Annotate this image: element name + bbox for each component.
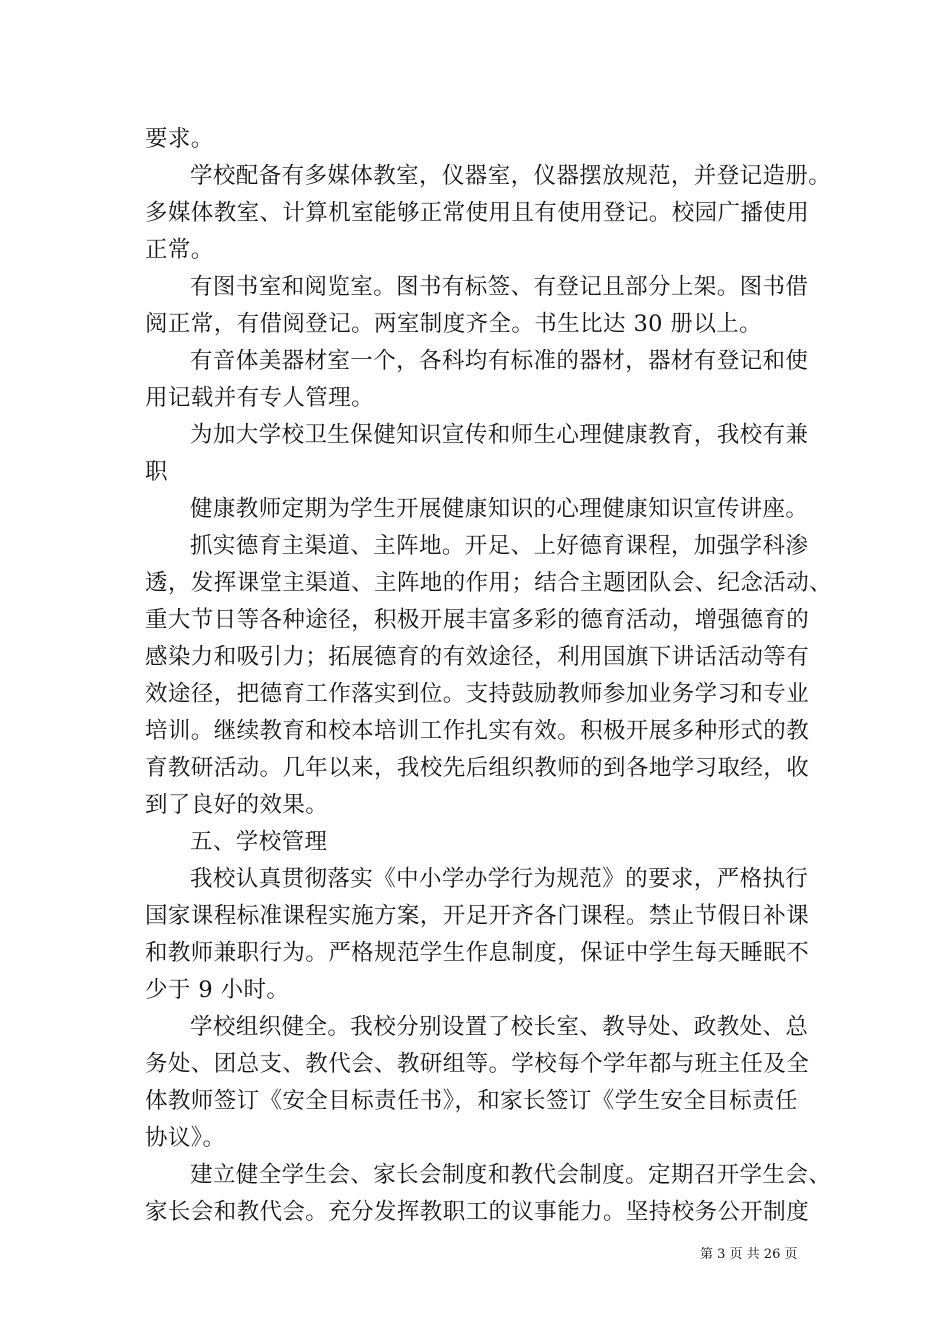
- text-line: 建立健全学生会、家长会制度和教代会制度。定期召开学生会、: [190, 1162, 832, 1188]
- text-line: 务处、团总支、教代会、教研组等。学校每个学年都与班主任及全: [145, 1051, 810, 1077]
- text-line: 体教师签订《安全目标责任书》，和家长签订《学生安全目标责任: [145, 1088, 798, 1114]
- text-line: 学校组织健全。我校分别设置了校长室、教导处、政教处、总: [190, 1014, 809, 1040]
- text-line: 感染力和吸引力；拓展德育的有效途径，利用国旗下讲话活动等有: [145, 644, 810, 670]
- text-line: 有图书室和阅览室。图书有标签、有登记且部分上架。图书借: [190, 274, 809, 300]
- text-line: 为加大学校卫生保健知识宣传和师生心理健康教育，我校有兼: [190, 422, 809, 448]
- text-line: 要求。: [145, 126, 214, 152]
- text-line: 阅正常，有借阅登记。两室制度齐全。书生比达 30 册以上。: [145, 311, 763, 337]
- text-line: 学校配备有多媒体教室，仪器室，仪器摆放规范，并登记造册。: [190, 163, 832, 189]
- page-number: 第 3 页 共 26 页: [700, 1247, 798, 1262]
- text-line: 协议》。: [145, 1125, 226, 1151]
- text-line: 用记载并有专人管理。: [145, 385, 375, 411]
- text-line: 我校认真贯彻落实《中小学办学行为规范》的要求，严格执行: [190, 866, 809, 892]
- text-line: 少于 9 小时。: [145, 977, 290, 1003]
- text-line: 健康教师定期为学生开展健康知识的心理健康知识宣传讲座。: [190, 496, 809, 522]
- text-line: 职: [145, 459, 168, 485]
- text-line: 育教研活动。几年以来，我校先后组织教师的到各地学习取经，收: [145, 755, 810, 781]
- text-line: 抓实德育主渠道、主阵地。开足、上好德育课程，加强学科渗: [190, 533, 809, 559]
- text-line: 和教师兼职行为。严格规范学生作息制度，保证中学生每天睡眠不: [145, 940, 810, 966]
- text-line: 家长会和教代会。充分发挥教职工的议事能力。坚持校务公开制度: [145, 1199, 810, 1225]
- section-heading: 五、学校管理: [190, 829, 328, 855]
- text-line: 透，发挥课堂主渠道、主阵地的作用；结合主题团队会、纪念活动、: [145, 570, 833, 596]
- text-line: 效途径，把德育工作落实到位。支持鼓励教师参加业务学习和专业: [145, 681, 810, 707]
- text-line: 多媒体教室、计算机室能够正常使用且有使用登记。校园广播使用: [145, 200, 810, 226]
- text-line: 正常。: [145, 237, 214, 263]
- text-line: 重大节日等各种途径，积极开展丰富多彩的德育活动，增强德育的: [145, 607, 810, 633]
- text-line: 培训。继续教育和校本培训工作扎实有效。积极开展多种形式的教: [145, 718, 810, 744]
- text-line: 有音体美器材室一个，各科均有标准的器材，器材有登记和使: [190, 348, 809, 374]
- text-line: 到了良好的效果。: [145, 792, 329, 818]
- text-line: 国家课程标准课程实施方案，开足开齐各门课程。禁止节假日补课: [145, 903, 810, 929]
